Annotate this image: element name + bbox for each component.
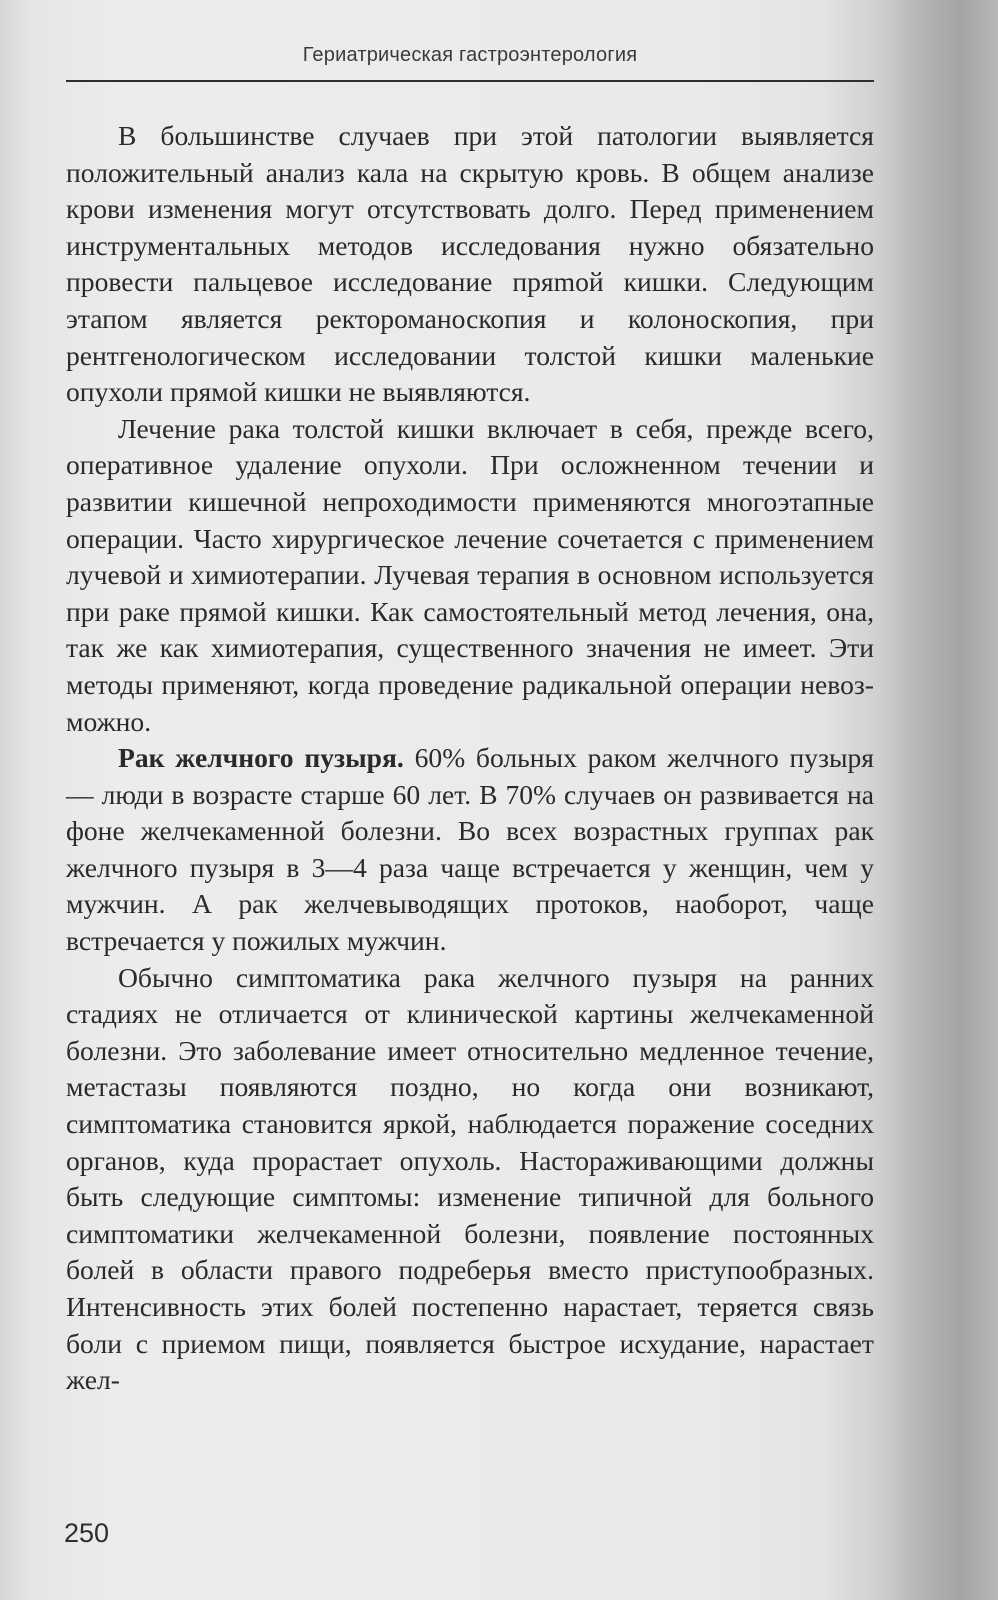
section-heading-gallbladder-cancer: Рак желчного пузыря.: [118, 742, 404, 774]
page-number: 250: [64, 1518, 110, 1548]
header-rule: [66, 80, 874, 82]
paragraph-3-text: 60% больных раком желчного пузыря — люди в возрасте старше 60 лет. В 70% случаев он развивается на фоне желчекаменной болезни. Во всех возрастных группах рак желчного пузыря в 3—4 раза чаще встречается у женщин, чем у мужчин. А рак желчевыводящих протоков, наоборот, чаще встречается у пожилых мужчин.: [66, 742, 874, 957]
paragraph-3: [66, 740, 874, 960]
body-text: [66, 118, 874, 1399]
running-head: Гериатрическая гастроэнтерология: [302, 44, 638, 66]
paragraph-4: Обычно симптоматика рака желчного пузыря на ранних стадиях не отличается от клинической картины желчекаменной болезни. Это заболевание имеет относительно медленное течение, метастазы появляются поздно, но когда они возникают, симптоматика становится яркой, наблюдается поражение соседних органов, куда прорастает опухоль. Настораживающими должны быть следующие симптомы: изменение типичной для больного симптоматики желчекаменной болезни, появление постоянных болей в области правого подреберья вместо приступообразных. Интенсивность этих болей постепенно нарастает, теряется связь боли с приемом пищи, появляется быстрое исхудание, нарастает жел-: [66, 961, 874, 1396]
paragraph-1: В большинстве случаев при этой патологии выявляется положительный анализ кала на скрытую кровь. В общем анализе крови изменения могут отсутствовать долго. Перед применением инструментальных методов исследования нужно обязательно провести пальцевое исследование пряmой кишки. Следующим этапом является ректороманоскопия и колоноскопия, при рентгенологическом исследовании толстой кишки маленькие опухоли прямой кишки не выявляются.: [66, 120, 874, 408]
paragraph-2: Лечение рака толстой кишки включает в себя, прежде всего, оперативное удаление опухоли. При осложненном течении и развитии кишечной непроходимости применяются многоэтапные операции. Часто хирургическое лечение сочетается с применением лучевой и химиотерапии. Лучевая терапия в основном используется при раке прямой кишки. Как самостоятельный метод лечения, она, так же как химиотерапия, существенного значения не имеет. Эти методы применяют, когда проведение радикальной операции невозможно.: [66, 412, 874, 737]
